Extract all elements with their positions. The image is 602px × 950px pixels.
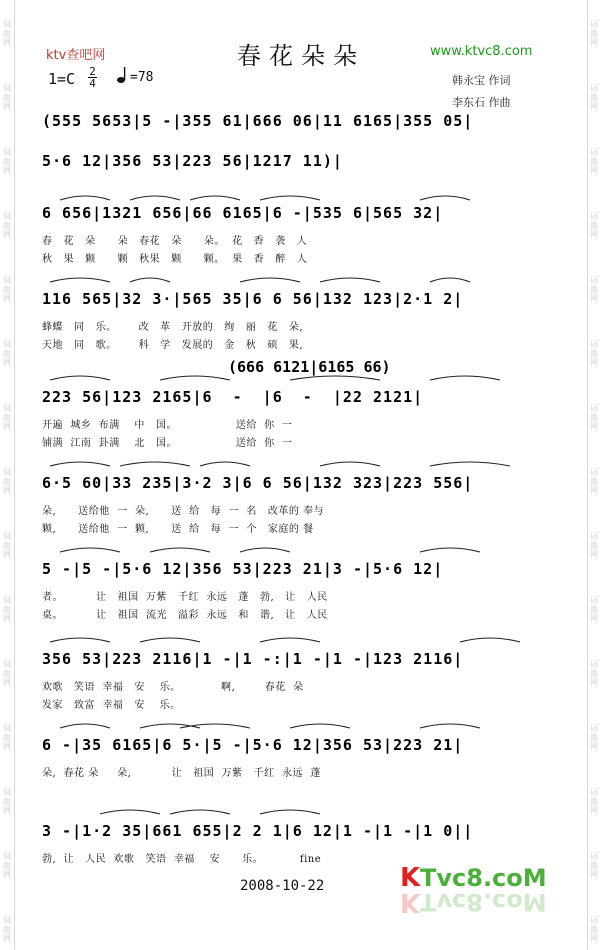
lyric-line-2: 颗, 送给他 一 颗, 送 给 每 一 个 家庭的 餐 <box>42 524 314 535</box>
score-date: 2008-10-22 <box>240 878 325 894</box>
watermark-glyph: 词 曲 网 <box>590 20 598 47</box>
slur-arc <box>140 638 200 642</box>
notation-row: (555 5653|5 -|355 61|666 06|11 6165|355 05| <box>42 112 474 130</box>
lyricist-credit: 韩永宝 作词 <box>452 74 511 87</box>
time-signature-bottom: 4 <box>89 77 96 90</box>
composer-credit: 李东石 作曲 <box>452 96 511 109</box>
svg-text:K: K <box>400 887 421 917</box>
watermark-glyph: 词 曲 网 <box>590 596 598 623</box>
slur-arc <box>50 462 110 466</box>
watermark-glyph: 词 曲 网 <box>3 596 11 623</box>
slur-arc <box>240 548 290 552</box>
slur-arc <box>170 810 230 814</box>
watermark-glyph: 词 曲 网 <box>590 788 598 815</box>
watermark-glyph: 词 曲 网 <box>590 340 598 367</box>
song-title: 春花朵朵 <box>237 42 365 70</box>
watermark-glyph: 词 曲 网 <box>3 212 11 239</box>
watermark-glyph: 词 曲 网 <box>590 468 598 495</box>
lyric-line-2: 发家 致富 幸福 安 乐。 <box>42 700 181 711</box>
slur-arc <box>290 724 350 728</box>
slur-arc <box>320 462 380 466</box>
slur-arc <box>260 810 320 814</box>
watermark-glyph: 词 曲 网 <box>590 404 598 431</box>
notation-row: 3 -|1·2 35|661 655|2 2 1|6 12|1 -|1 -|1 0|| <box>42 822 474 840</box>
slur-arc <box>50 638 110 642</box>
lyric-line-2: 铺满 江南 卦满 北 国。 送给 你 一 <box>42 438 293 449</box>
watermark-glyph: 词 曲 网 <box>3 788 11 815</box>
logo-rest: Tvc8.coM <box>420 864 547 892</box>
slur-arc <box>150 548 210 552</box>
lyric-line-1: 者。 让 祖国 万紫 千红 永远 蓬 勃, 让 人民 <box>42 592 328 603</box>
watermark-glyph: 词 曲 网 <box>3 84 11 111</box>
slur-arc <box>420 724 480 728</box>
slur-arc <box>420 548 480 552</box>
slur-arc <box>100 810 160 814</box>
watermark-glyph: 词 曲 网 <box>3 340 11 367</box>
lyric-line-1: 开遍 城乡 布满 中 国。 送给 你 一 <box>42 420 293 431</box>
notation-row: 223 56|123 2165|6 - |6 - |22 2121| <box>42 388 424 406</box>
watermark-glyph: 词 曲 网 <box>3 20 11 47</box>
notation-row: 356 53|223 2116|1 -|1 -:|1 -|1 -|123 2116| <box>42 650 464 668</box>
watermark-glyph: 词 曲 网 <box>3 404 11 431</box>
lyric-line-2: 桌。 让 祖国 流光 溢彩 永远 和 谐, 让 人民 <box>42 610 328 621</box>
watermark-glyph: 词 曲 网 <box>3 852 11 879</box>
slur-arc <box>120 462 190 466</box>
notation-row: 6·5 60|33 235|3·2 3|6 6 56|132 323|223 556| <box>42 474 474 492</box>
ktvc8-logo <box>396 858 556 918</box>
watermark-glyph: 词 曲 网 <box>590 724 598 751</box>
lyric-line-1: 朵, 送给他 一 朵, 送 给 每 一 名 改革的 奉与 <box>42 506 325 517</box>
notation-row: 6 -|35 6165|6 5·|5 -|5·6 12|356 53|223 21| <box>42 736 464 754</box>
watermark-glyph: 词 曲 网 <box>590 852 598 879</box>
slur-arc <box>290 376 380 380</box>
watermark-glyph: 词 曲 网 <box>590 276 598 303</box>
slur-arc <box>50 278 110 282</box>
lyric-line-1: 勃, 让 人民 欢歌 笑语 幸福 安 乐。 fine <box>42 854 322 865</box>
watermark-glyph: 词 曲 网 <box>3 724 11 751</box>
slur-arc <box>190 196 240 200</box>
slur-arc <box>130 196 180 200</box>
notation-row: 5 -|5 -|5·6 12|356 53|223 21|3 -|5·6 12| <box>42 560 444 578</box>
notation-row: 6 656|1321 656|66 6165|6 -|535 6|565 32| <box>42 204 444 222</box>
slur-arc <box>180 724 250 728</box>
slur-arc <box>430 462 510 466</box>
watermark-glyph: 词 曲 网 <box>590 660 598 687</box>
slur-arc <box>160 376 230 380</box>
slur-arc <box>240 278 300 282</box>
site-url-right[interactable]: www.ktvc8.com <box>430 44 533 59</box>
slur-arc <box>200 462 250 466</box>
slur-arc <box>420 196 470 200</box>
slur-arc <box>130 278 170 282</box>
slur-arc <box>140 724 200 728</box>
watermark-glyph: 词 曲 网 <box>3 532 11 559</box>
lyric-line-1: 蜂蝶 同 乐。 改 革 开放的 绚 丽 花 朵, <box>42 322 304 333</box>
slur-arc <box>320 278 380 282</box>
svg-text:Tvc8.coM: Tvc8.coM <box>420 888 547 916</box>
watermark-glyph: 词 曲 网 <box>590 916 598 943</box>
watermark-glyph: 词 曲 网 <box>3 916 11 943</box>
tempo-marking: =78 <box>130 70 154 85</box>
slur-arc <box>60 196 110 200</box>
slur-arc <box>430 278 470 282</box>
watermark-glyph: 词 曲 网 <box>590 148 598 175</box>
time-signature <box>88 66 97 89</box>
slur-arc <box>260 638 320 642</box>
lyric-line-1: 春 花 朵 朵 春花 朵 朵。 花 香 袭 人 <box>42 236 308 247</box>
watermark-glyph: 词 曲 网 <box>3 148 11 175</box>
quarter-note-icon <box>116 66 130 84</box>
watermark-glyph: 词 曲 网 <box>3 660 11 687</box>
lyric-line-1: 欢歌 笑语 幸福 安 乐。 啊, 春花 朵 <box>42 682 304 693</box>
lyric-line-2: 天地 同 歌。 科 学 发展的 金 秋 硕 果, <box>42 340 304 351</box>
slur-arc <box>430 376 500 380</box>
interlude-notes: (666 6121|6165 66) <box>228 358 391 376</box>
watermark-glyph: 词 曲 网 <box>590 212 598 239</box>
watermark-glyph: 词 曲 网 <box>590 84 598 111</box>
lyric-line-1: 朵, 春花 朵 朵, 让 祖国 万紫 千红 永远 蓬 <box>42 768 321 779</box>
time-signature-top: 2 <box>89 65 96 78</box>
slur-arc <box>260 196 320 200</box>
logo-k: K <box>400 863 421 893</box>
watermark-glyph: 词 曲 网 <box>3 468 11 495</box>
watermark-glyph: 词 曲 网 <box>590 532 598 559</box>
key-signature: 1=C <box>48 70 76 88</box>
slur-arc <box>460 638 520 642</box>
slur-arc <box>60 724 110 728</box>
slur-arc <box>50 376 110 380</box>
watermark-glyph: 词 曲 网 <box>3 276 11 303</box>
slur-arc <box>60 548 120 552</box>
notation-row: 5·6 12|356 53|223 56|1217 11)| <box>42 152 343 170</box>
notation-row: 116 565|32 3·|565 35|6 6 56|132 123|2·1 2| <box>42 290 464 308</box>
site-name-left[interactable]: ktv查吧网 <box>46 48 106 63</box>
lyric-line-2: 秋 果 颗 颗 秋果 颗 颗。 果 香 醉 人 <box>42 254 308 265</box>
